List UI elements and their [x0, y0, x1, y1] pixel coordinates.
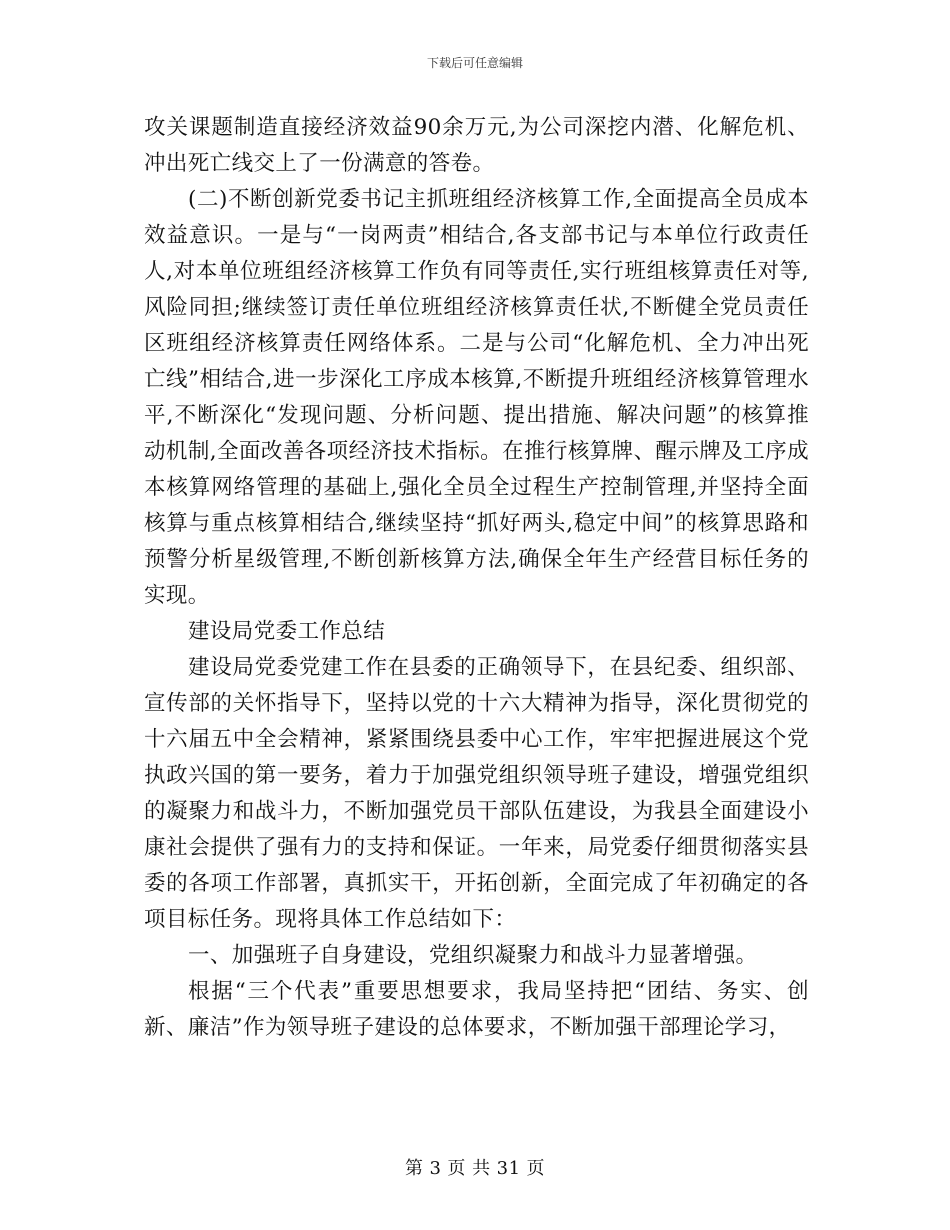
paragraph-continuation: 攻关课题制造直接经济效益90余万元,为公司深挖内潜、化解危机、冲出死亡线交上了一份满意的答卷。	[144, 115, 809, 176]
page-footer	[0, 1154, 950, 1180]
page-total: 31	[496, 1158, 521, 1179]
header-note: 下载后可任意编辑	[426, 56, 523, 70]
footer-prefix: 第	[404, 1158, 424, 1179]
page-number: 3	[429, 1158, 442, 1179]
paragraph-subheading: 一、加强班子自身建设，党组织凝聚力和战斗力显著增强。	[188, 943, 758, 968]
paragraph-intro: 建设局党委党建工作在县委的正确领导下，在县纪委、组织部、宣传部的关怀指导下，坚持以党的十六大精神为指导，深化贯彻党的十六届五中全会精神，紧紧围绕县委中心工作，牢牢把握进展这个党执政兴国的第一要务，着力于加强党组织领导班子建设，增强党组织的凝聚力和战斗力，不断加强党员干部队伍建设，为我县全面建设小康社会提供了强有力的支持和保证。一年来，局党委仔细贯彻落实县委的各项工作部署，真抓实干，开拓创新，全面完成了年初确定的各项目标任务。现将具体工作总结如下：	[144, 655, 809, 932]
paragraph-section-two: (二)不断创新党委书记主抓班组经济核算工作,全面提高全员成本效益意识。一是与“一岗两责”相结合,各支部书记与本单位行政责任人,对本单位班组经济核算工作负有同等责任,实行班组核算责任对等,风险同担;继续签订责任单位班组经济核算责任状,不断健全党员责任区班组经济核算责任网络体系。二是与公司“化解危机、全力冲出死亡线”相结合,进一步深化工序成本核算,不断提升班组经济核算管理水平,不断深化“发现问题、分析问题、提出措施、解决问题”的核算推动机制,全面改善各项经济技术指标。在推行核算牌、醒示牌及工序成本核算网络管理的基础上,强化全员全过程生产控制管理,并坚持全面核算与重点核算相结合,继续坚持“抓好两头,稳定中间”的核算思路和预警分析星级管理,不断创新核算方法,确保全年生产经营目标任务的实现。	[144, 187, 809, 608]
document-body	[144, 110, 809, 1046]
section-title: 建设局党委工作总结	[188, 619, 386, 644]
footer-suffix: 页	[526, 1158, 546, 1179]
paragraph-body: 根据“三个代表”重要思想要求，我局坚持把“团结、务实、创新、廉洁”作为领导班子建设的总体要求，不断加强干部理论学习，	[144, 979, 809, 1040]
footer-middle: 页 共	[447, 1158, 491, 1179]
